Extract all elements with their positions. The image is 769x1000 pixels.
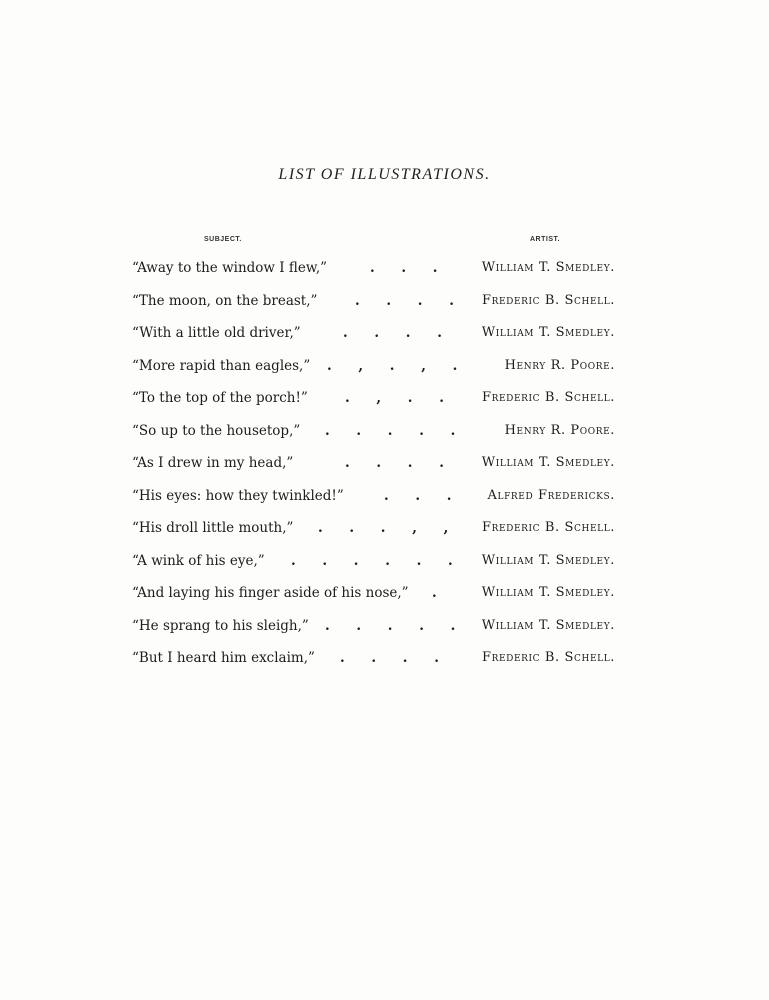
leader-dots: . , . , . <box>327 357 469 374</box>
list-item <box>0 450 769 483</box>
list-item <box>0 548 769 581</box>
illustration-list <box>0 255 769 678</box>
illustration-artist: Henry R. Poore. <box>504 422 615 438</box>
list-item <box>0 483 769 516</box>
illustration-artist: William T. Smedley. <box>481 260 615 275</box>
illustration-artist: Frederic B. Schell. <box>481 292 615 308</box>
illustration-subject: “He sprang to his sleigh,” <box>132 617 309 634</box>
illustration-subject: “His droll little mouth,” <box>132 520 294 536</box>
illustration-artist: Frederic B. Schell. <box>481 650 615 665</box>
artist-column-header: ARTIST. <box>530 236 560 243</box>
list-item <box>0 288 769 321</box>
leader-dots: . . . . . <box>325 617 467 634</box>
leader-dots: . . . <box>384 487 463 504</box>
leader-dots: . . . . <box>343 325 453 341</box>
list-item <box>0 580 769 613</box>
illustration-subject: “The moon, on the breast,” <box>132 292 318 309</box>
illustration-artist: William T. Smedley. <box>481 585 615 600</box>
illustration-subject: “But I heard him exclaim,” <box>132 650 315 666</box>
illustration-subject: “A wink of his eye,” <box>132 552 265 569</box>
leader-dots: . , . . <box>345 390 455 406</box>
leader-dots: . . . . <box>340 650 450 666</box>
illustration-subject: “So up to the housetop,” <box>132 422 301 439</box>
list-item <box>0 515 769 548</box>
illustration-subject: “With a little old driver,” <box>132 325 301 341</box>
illustration-artist: Alfred Fredericks. <box>487 487 615 503</box>
illustration-subject: “As I drew in my head,” <box>132 455 294 471</box>
list-item <box>0 613 769 646</box>
leader-dots: . . . . <box>355 292 465 309</box>
subject-column-header: SUBJECT. <box>204 236 242 243</box>
illustration-artist: Henry R. Poore. <box>504 357 615 373</box>
illustration-artist: Frederic B. Schell. <box>481 390 615 405</box>
list-item <box>0 353 769 386</box>
leader-dots: . . . . <box>345 455 455 471</box>
illustration-artist: William T. Smedley. <box>481 325 615 340</box>
page-title: LIST OF ILLUSTRATIONS. <box>278 166 491 183</box>
illustration-subject: “More rapid than eagles,” <box>132 357 311 374</box>
leader-dots: . . . <box>370 260 449 276</box>
list-item <box>0 255 769 288</box>
illustration-artist: William T. Smedley. <box>481 552 615 568</box>
leader-dots: . . . . . . <box>291 552 464 569</box>
illustration-subject: “Away to the window I flew,” <box>132 260 328 276</box>
list-item <box>0 385 769 418</box>
list-item <box>0 320 769 353</box>
list-item <box>0 418 769 451</box>
leader-dots: . . . , , <box>318 520 460 536</box>
illustration-subject: “And laying his finger aside of his nose,” <box>132 585 409 601</box>
illustration-artist: Frederic B. Schell. <box>481 520 615 535</box>
illustration-artist: William T. Smedley. <box>481 455 615 470</box>
leader-dots: . <box>432 585 448 601</box>
list-item <box>0 645 769 678</box>
leader-dots: . . . . . <box>325 422 467 439</box>
illustration-artist: William T. Smedley. <box>481 617 615 633</box>
illustration-subject: “To the top of the porch!” <box>132 390 308 406</box>
illustration-subject: “His eyes: how they twinkled!” <box>132 487 344 504</box>
